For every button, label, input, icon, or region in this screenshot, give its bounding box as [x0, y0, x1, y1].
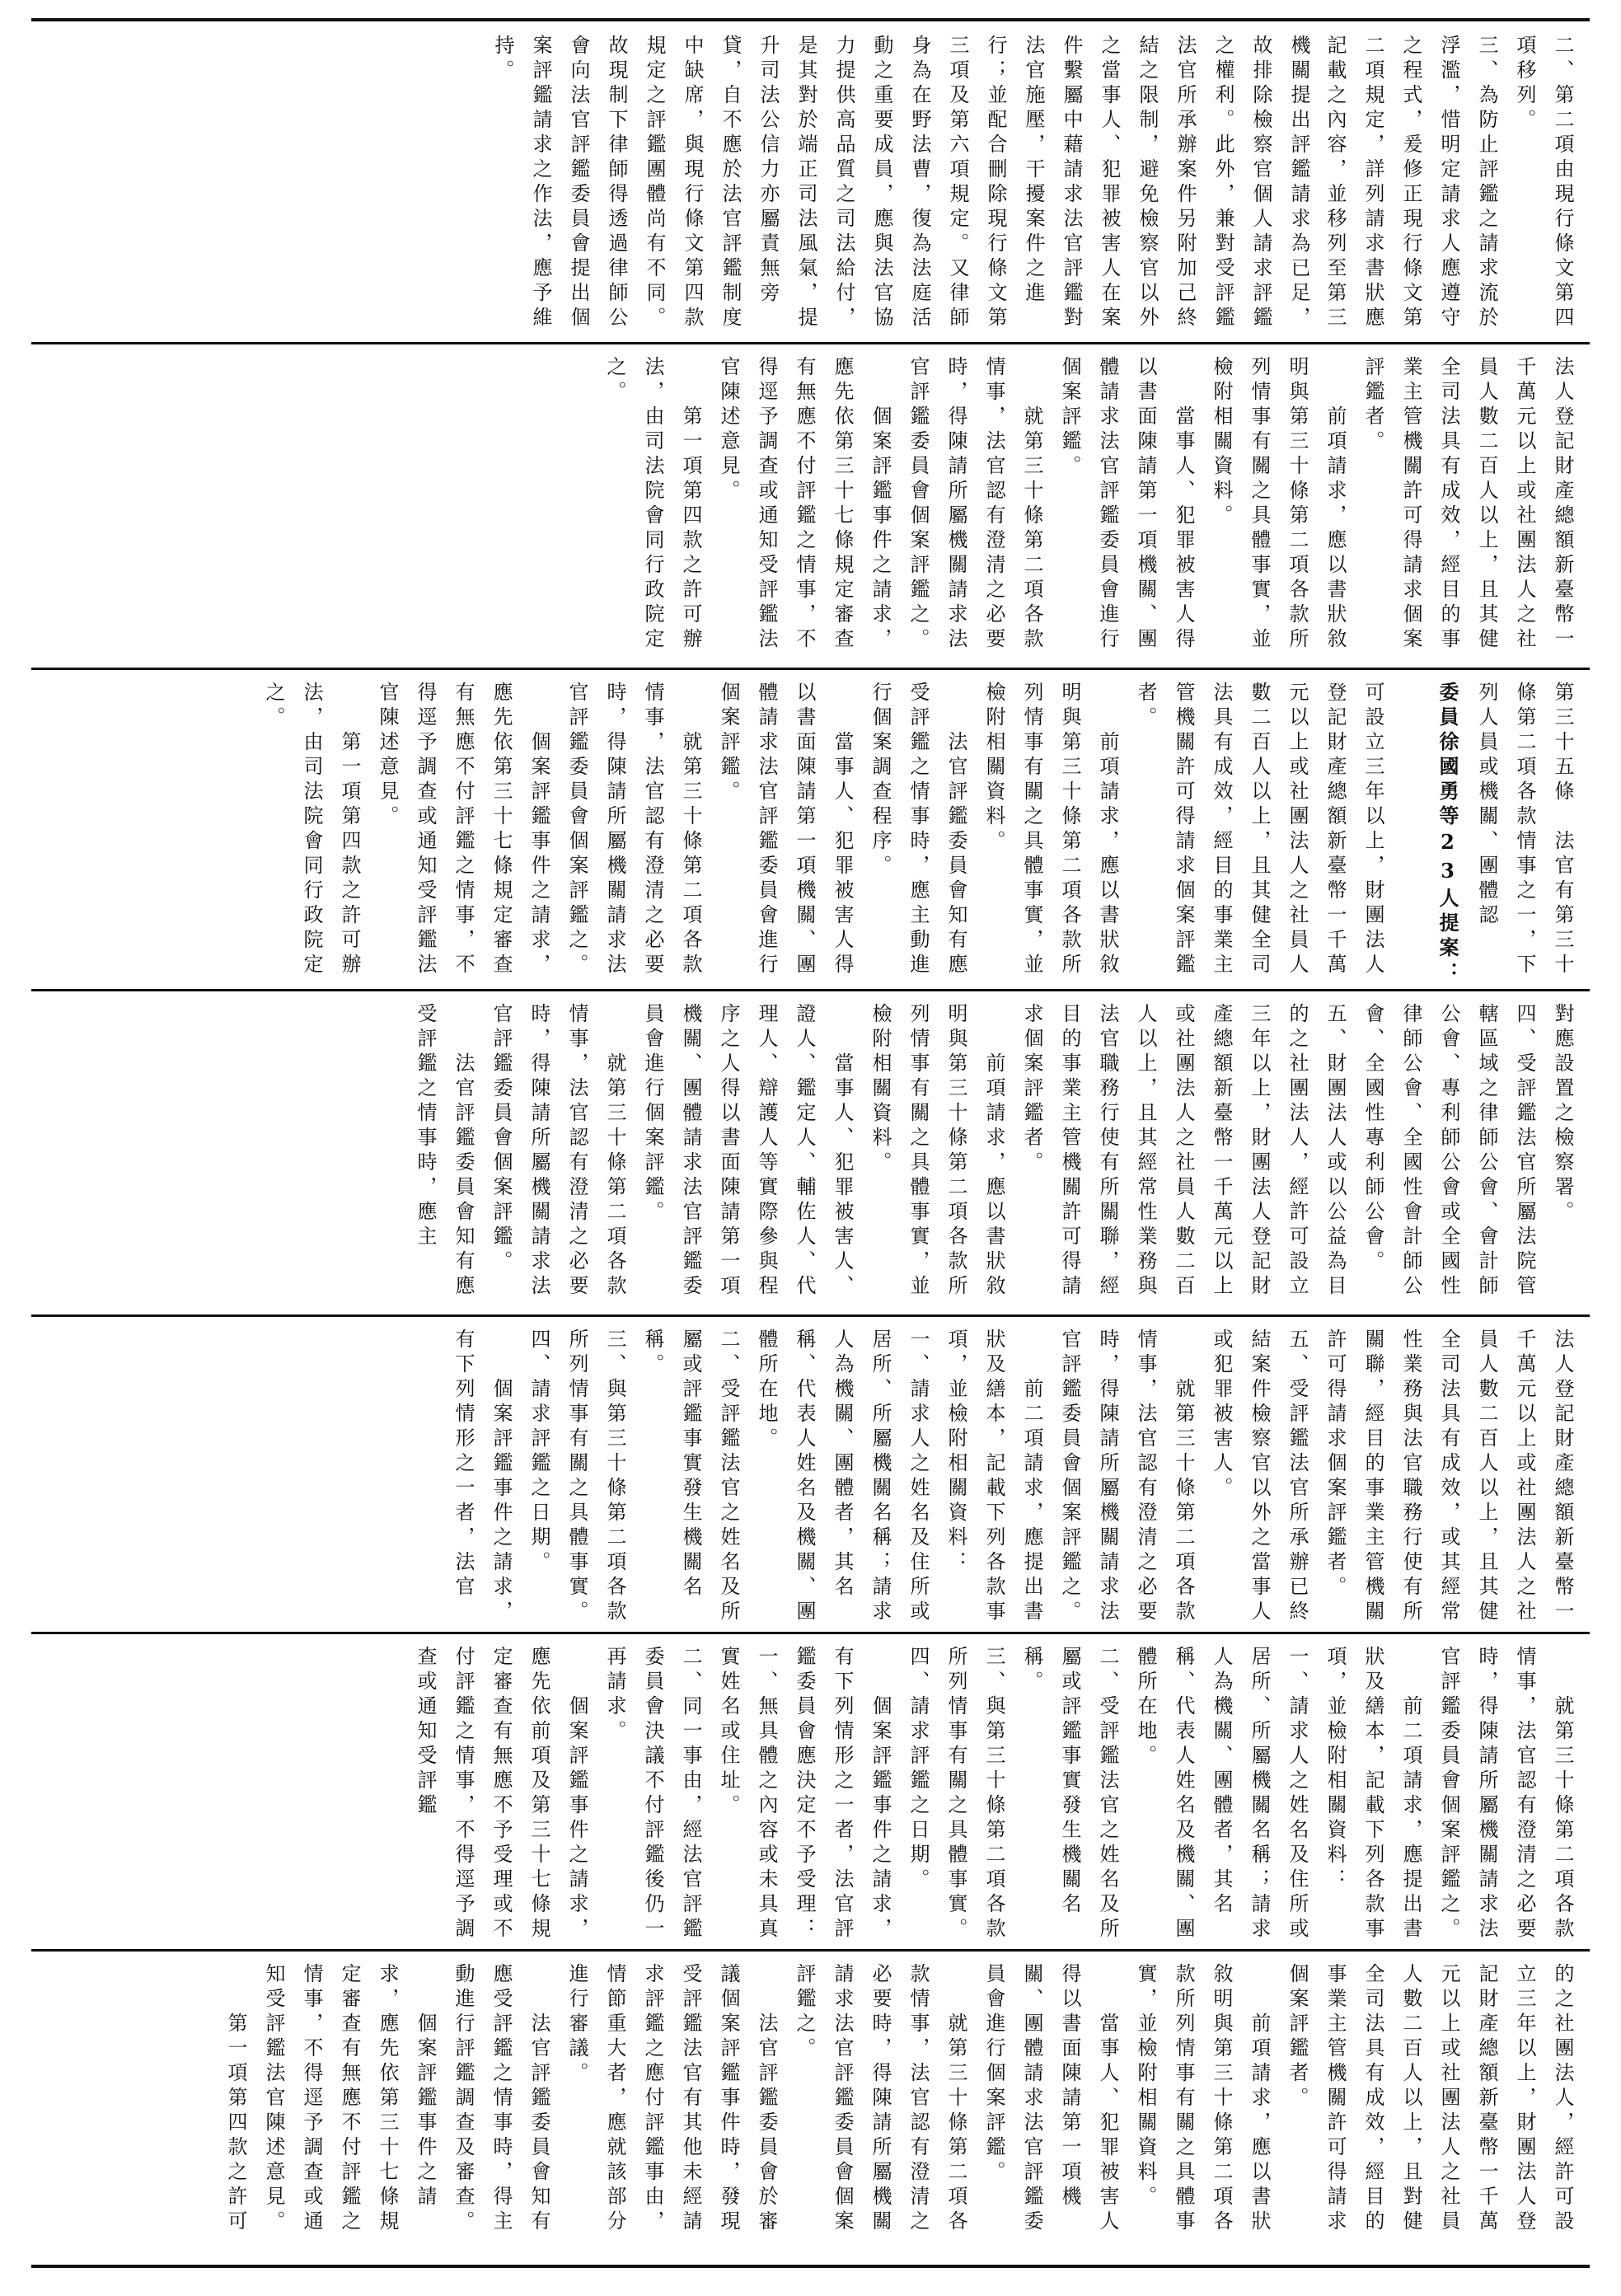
band-5-separator	[31, 1632, 1590, 1634]
band-4-column-1: 對應設置之檢察署。 四、受評鑑法官所屬法院管轄區域之律師公會、會計師公會、專利師公會或全國性律師公會、全國性會計師公會、全國性專利師公會。 五、財團法人或以公益為目的之社團法人，經許可設立三年以上，財團法人登記財產總額新臺幣一千萬元以上或社團法人之社員人數二百人以上，且其經常性業務與法官職務行使有所關聯，經目的事業主管機關許可得請求個案評鑑者。 前項請求，應以書狀敘明與第三十條第二項各款所列情事有關之具體事實，並檢附相關資料。 當事人、犯罪被害人、證人、鑑定人、輔佐人、代理人、辯護人等實際參與程序之人得以書面陳請第一項機關、團體請求法官評鑑委員會進行個案評鑑。 就第三十條第二項各款情事，法官認有澄清之必要時，得陳請所屬機關請求法官評鑑委員會個案評鑑。 法官評鑑委員會知有應受評鑑之情事時，應主	[414, 1003, 1574, 1300]
band-1-column-1: 機關提出評鑑請求為已足，故排除檢察官個人請求評鑑之權利。此外，兼對受評鑑法官所承辦案件另附加己終結之限制，避免檢察官以外之當事人、犯罪被害人在案件繫屬中藉請求法官評鑑對法官施壓，干擾案件之進行；並配合刪除現行條文第三項及第六項規定。又律師身為在野法曹，復為法庭活動之重要成員，應與法官協力提供高品質之司法給付，是其對於端正司法風氣，提升司法公信力亦屬責無旁貸，自不應於法官評鑑制度中缺席，與現行條文第四款規定之評鑑團體尚有不同。故現制下律師得透過律師公會向法官評鑑委員會提出個案評鑑請求之作法，應予維持。	[491, 35, 1310, 331]
top-rule	[31, 18, 1590, 21]
band-5	[31, 1319, 1590, 1632]
band-3	[31, 672, 1590, 989]
band-2-separator	[31, 668, 1590, 670]
band-3-column-1: 可設立三年以上，財團法人登記財產總額新臺幣一千萬元以上或社團法人之社員人數二百人以上，且其健全司法具有成效，經目的事業主管機關許可得請求個案評鑑者。 前項請求，應以書狀敘明與第三十條第二項各款所列情事有關之具體事實，並檢附相關資料。 法官評鑑委員會知有應受評鑑之情事時，應主動進行個案調查程序。 當事人、犯罪被害人得以書面陳請第一項機關、團體請求法官評鑑委員會進行個案評鑑。 就第三十條第二項各款情事，法官認有澄清之必要時，得陳請所屬機關請求法官評鑑委員會個案評鑑之。 個案評鑑事件之請求，應先依第三十七條規定審查有無應不付評鑑之情事，不得逕予調查或通知受評鑑法官陳述意見。 第一項第四款之許可辦法，由司法院會同行政院定之。	[262, 682, 1384, 978]
band-6	[31, 1636, 1590, 1949]
bottom-rule	[31, 2265, 1590, 2268]
band-7-column-1: 的之社團法人，經許可設立三年以上，財團法人登記財產總額新臺幣一千萬元以上或社團法人之社員人數二百人以上，且對健全司法具有成效，經目的事業主管機關許可得請求個案評鑑者。 前項請求，應以書狀敘明與第三十條第二項各款所列情事有關之具體事實，並檢附相關資料。 當事人、犯罪被害人得以書面陳請第一項機關、團體請求法官評鑑委員會進行個案評鑑。 就第三十條第二項各款情事，法官認有澄清之必要時，得陳請所屬機關請求法官評鑑委員會個案評鑑之。 法官評鑑委員會於審議個案評鑑事件時，發現受評鑑法官有其他未經請求評鑑之應付評鑑事由，情節重大者，應就該部分進行審議。 法官評鑑委員會知有應受評鑑之情事時，得主動進行評鑑調查及審查。 個案評鑑事件之請求，應先依第三十七條規定審查有無應不付評鑑之情事，不得逕予調查或通知受評鑑法官陳述意見。 第一項第四款之許可	[224, 1963, 1574, 2235]
band-2	[31, 346, 1590, 668]
band-3-separator	[31, 989, 1590, 991]
band-6-column-1: 就第三十條第二項各款情事，法官認有澄清之必要時，得陳請所屬機關請求法官評鑑委員會個案評鑑之。 前二項請求，應提出書狀及繕本，記載下列各款事項，並檢附相關資料： 一、請求人之姓名及住所或居所、所屬機關名稱；請求人為機關、團體者，其名稱、代表人姓名及機關、團體所在地。 二、受評鑑法官之姓名及所屬或評鑑事實發生機關名稱。 三、與第三十條第二項各款所列情事有關之具體事實。 四、請求評鑑之日期。 個案評鑑事件之請求，有下列情形之一者，法官評鑑委員會應決定不予受理： 一、無具體之內容或未具真實姓名或住址。 二、同一事由，經法官評鑑委員會決議不付評鑑後仍一再請求。 個案評鑑事件之請求，應先依前項及第三十七條規定審查有無應不予受理或不付評鑑之情事，不得逕予調查或通知受評鑑	[414, 1646, 1574, 1942]
band-1-separator	[31, 342, 1590, 344]
band-3-proposer-heading: 委員徐國勇等23人提案：	[1436, 682, 1459, 986]
band-2-column-1: 法人登記財產總額新臺幣一千萬元以上或社團法人之社員人數二百人以上，且其健全司法具有成效，經目的事業主管機關許可得請求個案評鑑者。 前項請求，應以書狀敘明與第三十條第二項各款所列情事有關之具體事實，並檢附相關資料。 當事人、犯罪被害人得以書面陳請第一項機關、團體請求法官評鑑委員會進行個案評鑑。 就第三十條第二項各款情事，法官認有澄清之必要時，得陳請所屬機關請求法官評鑑委員會個案評鑑之。 個案評鑑事件之請求，應先依第三十七條規定審查有無應不付評鑑之情事，不得逕予調查或通知受評鑑法官陳述意見。 第一項第四款之許可辦法，由司法院會同行政院定之。	[603, 356, 1574, 653]
band-6-separator	[31, 1949, 1590, 1952]
band-4	[31, 993, 1590, 1314]
band-7	[31, 1953, 1590, 2262]
band-1	[31, 25, 1590, 342]
band-1-column-2: 二、第二項由現行條文第四項移列。 三、為防止評鑑之請求流於浮濫，惜明定請求人應遵守之程式，爰修正現行條文第二項規定，詳列請求書狀應記載之內容，並移列至第三	[1324, 35, 1574, 331]
band-3-column-3: 第三十五條 法官有第三十條第二項各款情事之一，下列人員或機關、團體認	[1475, 682, 1574, 978]
band-5-column-1: 法人登記財產總額新臺幣一千萬元以上或社團法人之社員人數二百人以上，且其健全司法具有成效，或其經常性業務與法官職務行使有所關聯，經目的事業主管機關許可得請求個案評鑑者。 五、受評鑑法官所承辦已終結案件檢察官以外之當事人或犯罪被害人。 就第三十條第二項各款情事，法官認有澄清之必要時，得陳請所屬機關請求法官評鑑委員會個案評鑑之。 前二項請求，應提出書狀及繕本，記載下列各款事項，並檢附相關資料： 一、請求人之姓名及住所或居所、所屬機關名稱；請求人為機關、團體者，其名稱、代表人姓名及機關、團體所在地。 二、受評鑑法官之姓名及所屬或評鑑事實發生機關名稱。 三、與第三十條第二項各款所列情事有關之具體事實。 四、請求評鑑之日期。 個案評鑑事件之請求，有下列情形之一者，法官	[452, 1328, 1574, 1625]
band-4-separator	[31, 1314, 1590, 1317]
